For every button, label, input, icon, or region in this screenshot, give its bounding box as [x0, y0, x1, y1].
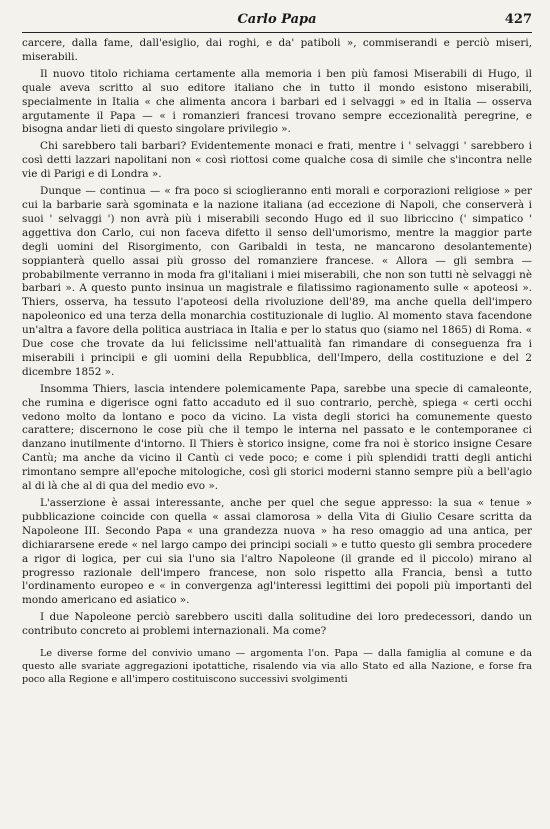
- page-number: 427: [504, 12, 532, 27]
- footnote-text: Le diverse forme del convivio umano — argomenta l'on. Papa — dalla famiglia al comune e da questo alle svariate aggregazioni ipotattiche, risalendo via via allo Stato ed alla Nazione, e forse fra poco alla Regione e all'impero costituiscono successivi svolgimenti: [22, 648, 532, 686]
- paragraph: Il nuovo titolo richiama certamente alla memoria i ben più famosi Miserabili di Hugo, il quale aveva scritto al suo editore italiano che in tutto il mondo esistono miserabili, specialmente in Italia « che alimenta ancora i barbari ed i selvaggi » ed in Italia — osserva argutamente il Papa — « i romanzieri francesi trovano sempre eccezionalità peregrine, e bisogna andar lieti di questo singolare privilegio ».: [22, 67, 532, 136]
- body-text: [22, 37, 532, 639]
- running-title: Carlo Papa: [237, 12, 317, 27]
- paragraph: L'asserzione è assai interessante, anche per quel che segue appresso: la sua « tenue » pubblicazione coincide con quella « assai clamorosa » della Vita di Giulio Cesare scritta da Napoleone III. Secondo Papa « una grandezza nuova » ha reso omaggio ad una antica, per dichiararsene erede « nel largo campo dei principi sociali » e tutto questo gli sembra procedere a rigor di logica, per cui sia l'uno sia l'altro Napoleone (il grande ed il piccolo) mirano al progresso razionale dell'impero francese, non solo rispetto alla Francia, bensì a tutto l'ordinamento europeo e « in convergenza agl'interessi legittimi dei popoli più importanti del mondo americano ed asiatico ».: [22, 497, 532, 607]
- paragraph: Insomma Thiers, lascia intendere polemicamente Papa, sarebbe una specie di camaleonte, che rumina e digerisce ogni fatto accaduto ed il suo contrario, perchè, spiega « certi occhi vedono molto da lontano e poco da vicino. La vista degli storici ha comunemente questo carattere; discernono le cose più che il tempo le interna nel passato e le contemporanee ci danzano inutilmente d'intorno. Il Thiers è storico insigne, come fra noi è storico insigne Cesare Cantù; ma anche da vicino il Cantù ci vede poco; e come i più splendidi tratti degli antichi rimontano sempre all'epoche mitologiche, così gli storici moderni stanno sempre più a bell'agio al di là che al di qua del medio evo ».: [22, 382, 532, 493]
- paragraph: I due Napoleone perciò sarebbero usciti dalla solitudine dei loro predecessori, dando un contributo concreto ai problemi internazionali. Ma come?: [22, 611, 532, 638]
- running-header: [22, 10, 532, 33]
- footnote: [22, 647, 532, 686]
- paragraph: carcere, dalla fame, dall'esiglio, dai roghi, e da' patiboli », commiserandi e perciò miseri, miserabili.: [22, 37, 532, 63]
- paragraph: Dunque — continua — « fra poco si scioglieranno enti morali e corporazioni religiose » per cui la barbarie sarà sgominata e la nazione italiana (ad eccezione di Napoli, che conserverà i suoi ' selvaggi ') non avrà più i miserabili secondo Hugo ed il suo libriccino (' simpatico ' aggettiva don Carlo, cui non faceva difetto il senso dell'umorismo, mentre la maggior parte degli uomini del Risorgimento, con Garibaldi in testa, ne mancarono desolantemente) soppianterà quello assai più grosso del romanziere francese. « Allora — gli sembra — probabilmente verranno in moda fra gl'italiani i miei miserabili, che non son tutti nè selvaggi nè barbari ». A questo punto insinua un magistrale e filatissimo ragionamento sulle « apoteosi ». Thiers, osserva, ha tessuto l'apoteosi della rivoluzione dell'89, ma anche quella dell'impero napoleonico ed una terza della monarchia costituzionale di luglio. Al momento stava facendone un'altra a favore della politica austriaca in Italia e per lo status quo (siamo nel 1865) di Roma. « Due cose che trovate da lui felicissime nell'attualità fan rimandare di conseguenza fra i miserabili i principii e gli uomini della Repubblica, dell'Impero, della costituzione e del 2 dicembre 1852 ».: [22, 185, 532, 378]
- paragraph: Chi sarebbero tali barbari? Evidentemente monaci e frati, mentre i ' selvaggi ' sarebbero i così detti lazzari napolitani non « così riottosi come qualche cosa di simile che s'incontra nelle vie di Parigi e di Londra ».: [22, 140, 532, 181]
